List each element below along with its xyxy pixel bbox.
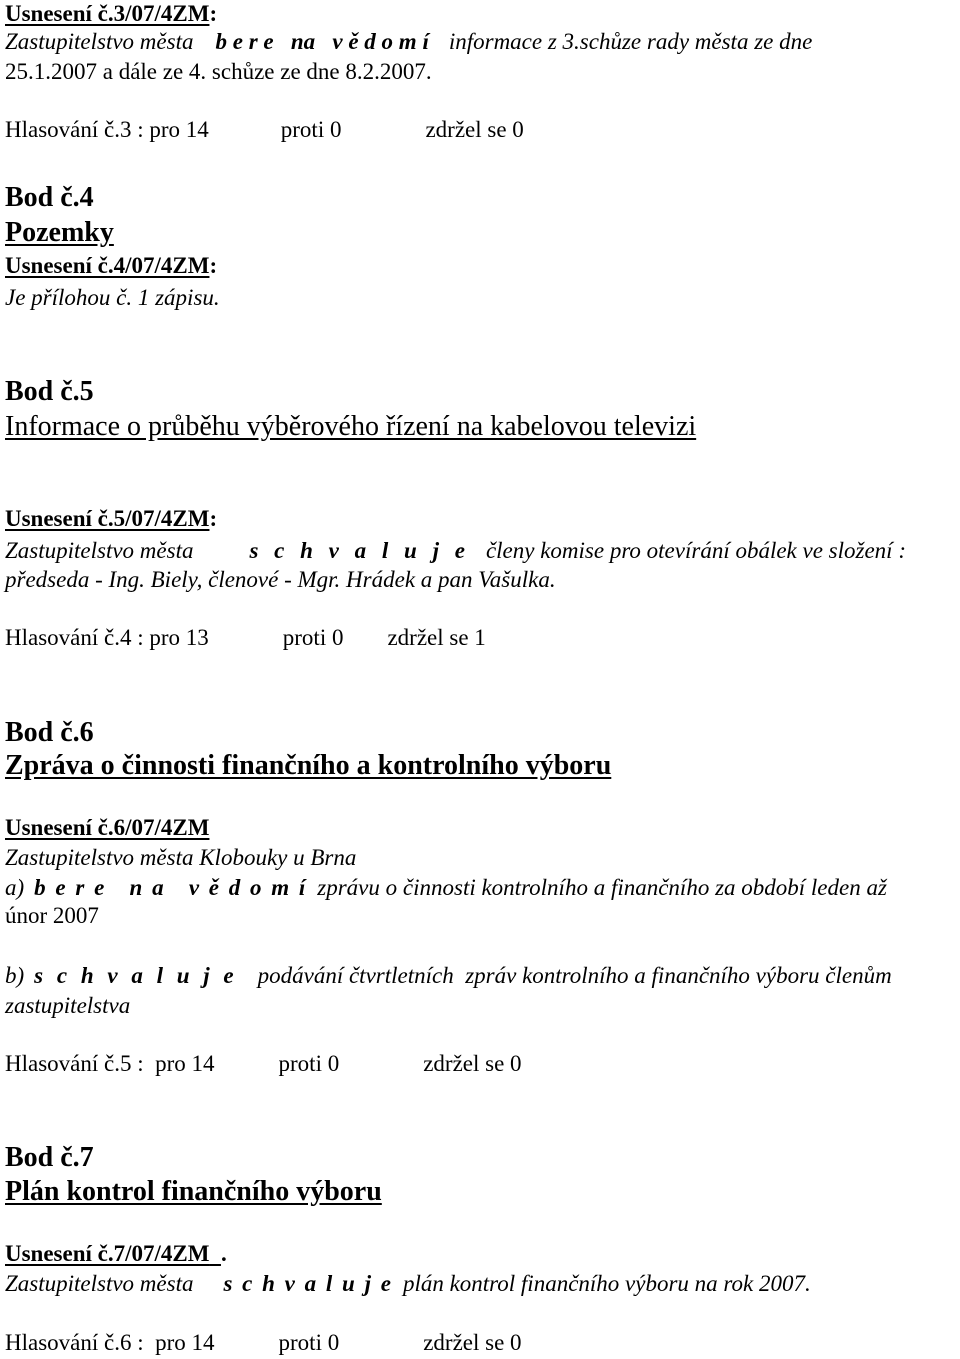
- resolution-3-heading: Usnesení č.3/07/4ZM:: [5, 1, 218, 26]
- resolution-6-item-a: a) b e r e n a v ě d o m í zprávu o činnosti kontrolního a finančního za období leden až: [5, 875, 887, 900]
- bod-4-number: Bod č.4: [5, 182, 94, 213]
- bod-6-number: Bod č.6: [5, 717, 94, 748]
- resolution-6-item-a-line2: únor 2007: [5, 903, 99, 928]
- vote-6: Hlasování č.6 : pro 14 proti 0 zdržel se 0: [5, 1330, 522, 1355]
- resolution-6-item-a-verb: b e r e n a v ě d o m í: [34, 875, 308, 900]
- bod-7-title: Plán kontrol finančního výboru: [5, 1176, 382, 1207]
- resolution-5-text-line2: předseda - Ing. Biely, členové - Mgr. Hrádek a pan Vašulka.: [5, 567, 556, 592]
- resolution-5-label: Usnesení č.5/07/4ZM: [5, 506, 210, 531]
- vote-4: Hlasování č.4 : pro 13 proti 0 zdržel se 1: [5, 625, 486, 650]
- resolution-4-text: Je přílohou č. 1 zápisu.: [5, 285, 220, 310]
- resolution-7-text: Zastupitelstvo města s c h v a l u j e plán kontrol finančního výboru na rok 2007.: [5, 1271, 811, 1296]
- resolution-3-verb: b e r e na v ě d o m í: [215, 29, 429, 54]
- resolution-3-text: Zastupitelstvo města b e r e na v ě d o m í informace z 3.schůze rady města ze dne: [5, 29, 813, 54]
- resolution-7-verb: s c h v a l u j e: [223, 1271, 393, 1296]
- resolution-5-text: Zastupitelstvo města s c h v a l u j e členy komise pro otevírání obálek ve složení :: [5, 538, 906, 563]
- resolution-3-label: Usnesení č.3/07/4ZM: [5, 1, 210, 26]
- resolution-6-item-b-verb: s c h v a l u j e: [34, 963, 238, 988]
- resolution-6-subject: Zastupitelstvo města Klobouky u Brna: [5, 845, 357, 870]
- resolution-4-heading: Usnesení č.4/07/4ZM:: [5, 253, 218, 278]
- resolution-6-item-b-line2: zastupitelstva: [5, 993, 131, 1018]
- bod-7-number: Bod č.7: [5, 1142, 94, 1173]
- resolution-7-label: Usnesení č.7/07/4ZM: [5, 1241, 210, 1266]
- resolution-6-item-b: b) s c h v a l u j e podávání čtvrtletních zpráv kontrolního a finančního výboru členům: [5, 963, 892, 988]
- bod-4-title: Pozemky: [5, 217, 114, 248]
- resolution-7-heading: Usnesení č.7/07/4ZM .: [5, 1241, 227, 1266]
- bod-5-number: Bod č.5: [5, 376, 94, 407]
- resolution-6-label: Usnesení č.6/07/4ZM: [5, 815, 210, 840]
- vote-5: Hlasování č.5 : pro 14 proti 0 zdržel se 0: [5, 1051, 522, 1076]
- resolution-5-heading: Usnesení č.5/07/4ZM:: [5, 506, 218, 531]
- bod-6-title: Zpráva o činnosti finančního a kontrolního výboru: [5, 750, 612, 781]
- resolution-4-label: Usnesení č.4/07/4ZM: [5, 253, 210, 278]
- resolution-3-text-line2: 25.1.2007 a dále ze 4. schůze ze dne 8.2.2007.: [5, 59, 432, 84]
- vote-3: Hlasování č.3 : pro 14 proti 0 zdržel se 0: [5, 117, 524, 142]
- bod-5-title: Informace o průběhu výběrového řízení na kabelovou televizi: [5, 411, 697, 442]
- resolution-5-verb: s c h v a l u j e: [249, 538, 470, 563]
